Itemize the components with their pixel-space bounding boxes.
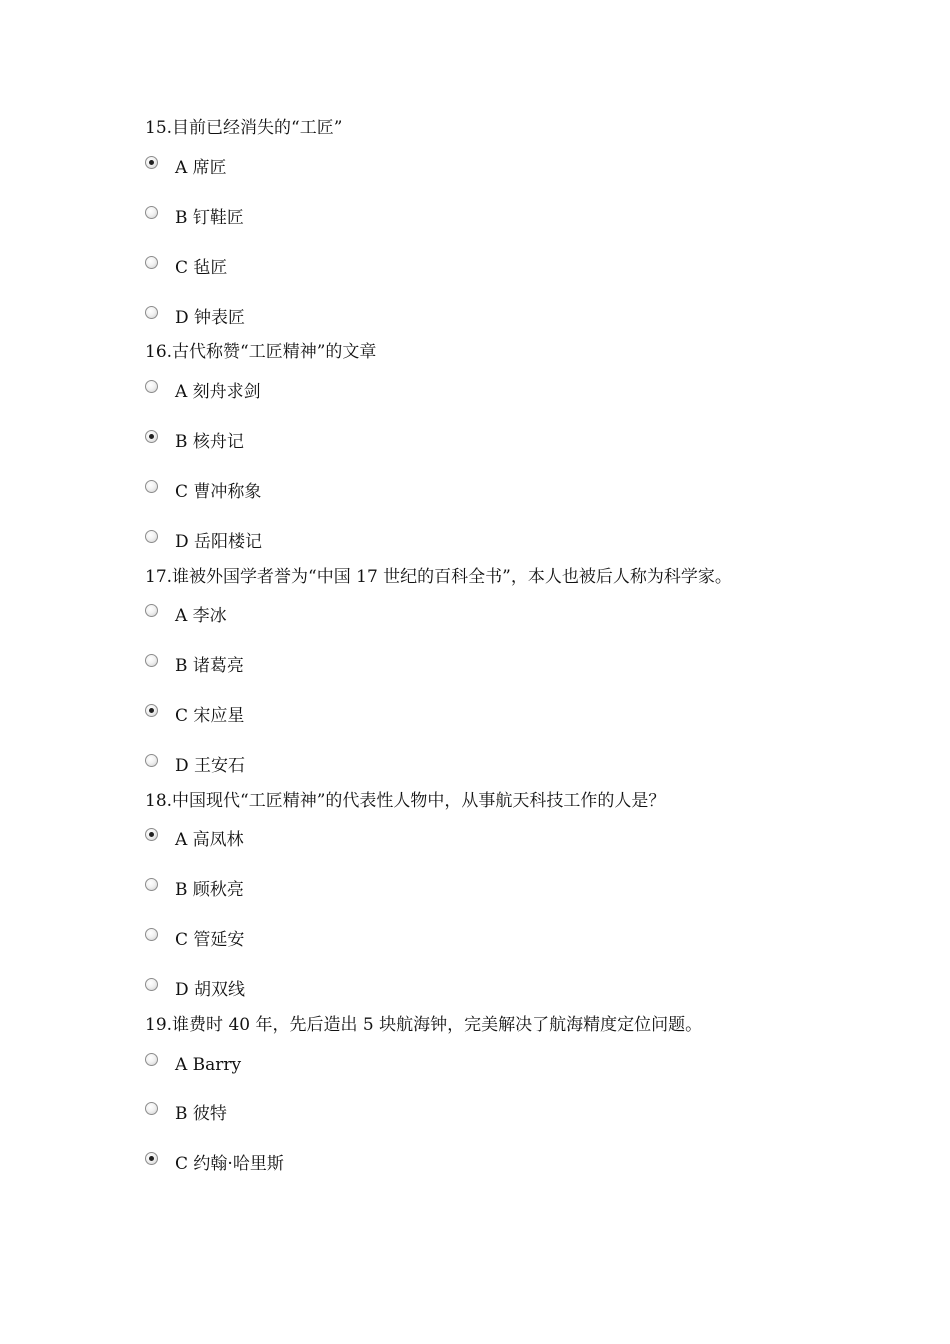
radio-button-checked[interactable] bbox=[145, 156, 158, 169]
radio-button-checked[interactable] bbox=[145, 704, 158, 717]
question-18-option-a[interactable] bbox=[145, 827, 244, 853]
question-15-option-d[interactable] bbox=[145, 305, 245, 331]
option-label: D 胡双线 bbox=[175, 980, 246, 1000]
option-label: B 顾秋亮 bbox=[175, 880, 244, 900]
radio-button[interactable] bbox=[145, 256, 158, 269]
option-label: A 席匠 bbox=[175, 158, 227, 178]
option-label: B 彼特 bbox=[175, 1104, 227, 1124]
radio-button-checked[interactable] bbox=[145, 828, 158, 841]
question-18-text: 18.中国现代“工匠精神”的代表性人物中，从事航天科技工作的人是？ bbox=[145, 791, 666, 811]
option-label: B 钉鞋匠 bbox=[175, 208, 244, 228]
question-16-option-b[interactable] bbox=[145, 429, 244, 455]
question-16-text: 16.古代称赞“工匠精神”的文章 bbox=[145, 342, 377, 362]
radio-button-checked[interactable] bbox=[145, 1152, 158, 1165]
question-15-option-b[interactable] bbox=[145, 205, 244, 231]
radio-button[interactable] bbox=[145, 1053, 158, 1066]
question-19-option-a[interactable] bbox=[145, 1052, 241, 1078]
radio-button[interactable] bbox=[145, 480, 158, 493]
radio-button[interactable] bbox=[145, 380, 158, 393]
question-17-option-c[interactable] bbox=[145, 703, 244, 729]
option-label: A 李冰 bbox=[175, 606, 227, 626]
option-label: B 诸葛亮 bbox=[175, 656, 244, 676]
question-16-option-a[interactable] bbox=[145, 379, 261, 405]
question-16-option-d[interactable] bbox=[145, 529, 262, 555]
option-label: C 管延安 bbox=[175, 930, 245, 950]
radio-button[interactable] bbox=[145, 754, 158, 767]
radio-button[interactable] bbox=[145, 306, 158, 319]
question-18-option-b[interactable] bbox=[145, 877, 244, 903]
question-17-option-b[interactable] bbox=[145, 653, 244, 679]
question-18-option-d[interactable] bbox=[145, 977, 245, 1003]
question-18-option-c[interactable] bbox=[145, 927, 244, 953]
option-label: C 曹冲称象 bbox=[175, 482, 262, 502]
option-label: C 约翰·哈里斯 bbox=[175, 1154, 284, 1174]
question-17-option-a[interactable] bbox=[145, 603, 227, 629]
question-17-text: 17.谁被外国学者誉为“中国 17 世纪的百科全书”，本人也被后人称为科学家。 bbox=[145, 567, 732, 587]
question-19-option-c[interactable] bbox=[145, 1151, 284, 1177]
question-15-option-c[interactable] bbox=[145, 255, 227, 281]
option-label: A 刻舟求剑 bbox=[175, 382, 261, 402]
option-label: C 毡匠 bbox=[175, 258, 228, 278]
question-15-text: 15.目前已经消失的“工匠” bbox=[145, 118, 343, 138]
option-label: D 岳阳楼记 bbox=[175, 532, 263, 552]
question-17-option-d[interactable] bbox=[145, 753, 245, 779]
radio-button-checked[interactable] bbox=[145, 430, 158, 443]
option-label: A Barry bbox=[175, 1055, 242, 1075]
radio-button[interactable] bbox=[145, 928, 158, 941]
option-label: C 宋应星 bbox=[175, 706, 245, 726]
question-19-option-b[interactable] bbox=[145, 1101, 227, 1127]
radio-button[interactable] bbox=[145, 604, 158, 617]
option-label: D 王安石 bbox=[175, 756, 246, 776]
radio-button[interactable] bbox=[145, 978, 158, 991]
option-label: A 高凤林 bbox=[175, 830, 244, 850]
radio-button[interactable] bbox=[145, 878, 158, 891]
radio-button[interactable] bbox=[145, 1102, 158, 1115]
option-label: D 钟表匠 bbox=[175, 308, 246, 328]
question-19-text: 19.谁费时 40 年，先后造出 5 块航海钟，完美解决了航海精度定位问题。 bbox=[145, 1015, 703, 1035]
radio-button[interactable] bbox=[145, 530, 158, 543]
question-16-option-c[interactable] bbox=[145, 479, 261, 505]
question-15-option-a[interactable] bbox=[145, 155, 227, 181]
radio-button[interactable] bbox=[145, 206, 158, 219]
radio-button[interactable] bbox=[145, 654, 158, 667]
option-label: B 核舟记 bbox=[175, 432, 244, 452]
